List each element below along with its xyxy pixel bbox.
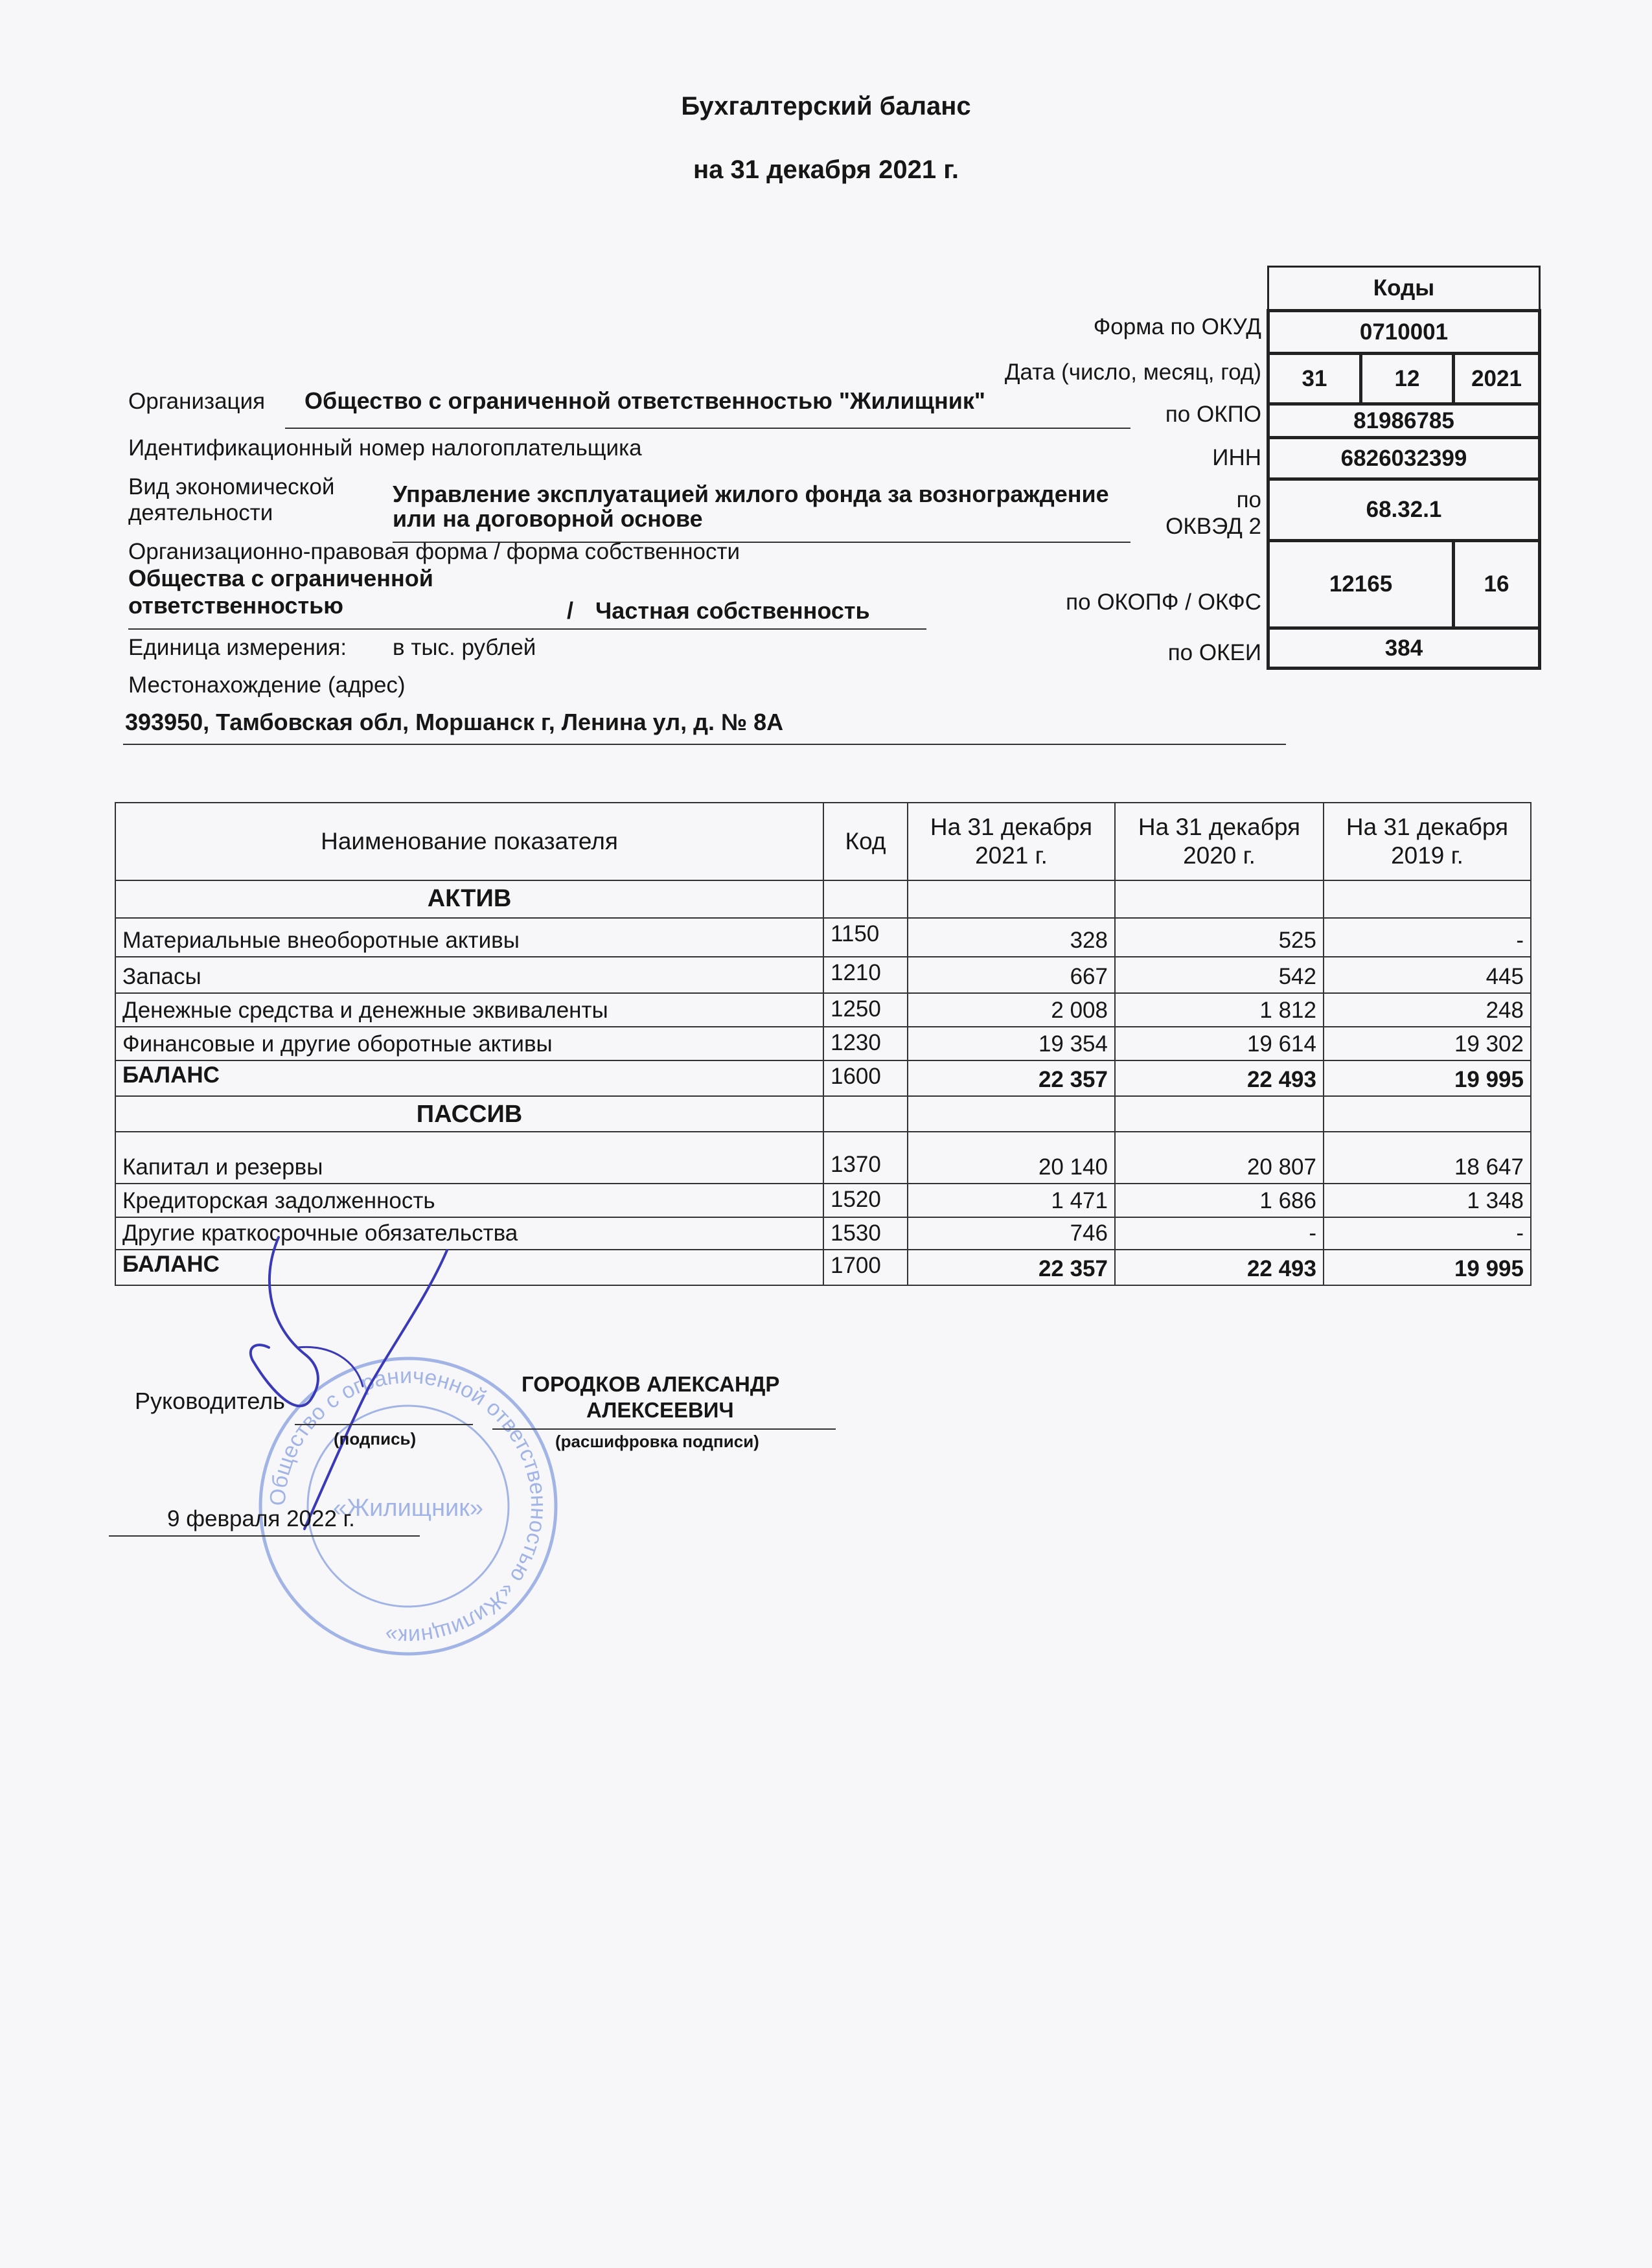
- header-2020: На 31 декабря 2020 г.: [1115, 803, 1324, 880]
- inn-description: Идентификационный номер налогоплательщика: [128, 435, 642, 461]
- document-title: Бухгалтерский баланс: [681, 92, 971, 120]
- svg-text:Общество с ограниченной ответс: Общество с ограниченной ответственностью «Жилищник»: [265, 1363, 551, 1649]
- org-name: Общество с ограниченной ответственностью "Жилищник": [304, 387, 985, 414]
- balance-table: [115, 802, 1532, 1286]
- date-month: 12: [1361, 354, 1454, 404]
- form-label: Организационно-правовая форма / форма собственности: [128, 539, 740, 564]
- header-code: Код: [823, 803, 908, 880]
- form-line-2: ответственностью: [128, 592, 343, 619]
- inn-label: ИНН: [1212, 445, 1261, 470]
- activity-label-1: Вид экономической: [128, 474, 335, 499]
- passiv-heading: ПАССИВ: [115, 1096, 823, 1132]
- codes-header: Коды: [1268, 267, 1540, 311]
- unit-label: Единица измерения:: [128, 635, 347, 660]
- signature-date: 9 февраля 2022 г.: [167, 1506, 355, 1531]
- table-row: Материальные внеоборотные активы 1150 328 525 -: [115, 918, 1531, 957]
- date-day: 31: [1268, 354, 1361, 404]
- document-subtitle: на 31 декабря 2021 г.: [693, 155, 959, 184]
- aktiv-total-row: БАЛАНС 1600 22 357 22 493 19 995: [115, 1060, 1531, 1096]
- okopf-value: 12165: [1268, 541, 1454, 628]
- address-value: 393950, Тамбовская обл, Моршанск г, Ленина ул, д. № 8А: [125, 709, 784, 735]
- ownership: Частная собственность: [595, 597, 870, 624]
- table-header-row: [115, 803, 1531, 880]
- form-separator: /: [567, 597, 574, 624]
- signer-name-1: ГОРОДКОВ АЛЕКСАНДР: [522, 1372, 780, 1396]
- inn-value: 6826032399: [1268, 438, 1540, 479]
- table-row: Денежные средства и денежные эквиваленты 1250 2 008 1 812 248: [115, 993, 1531, 1027]
- table-row: Финансовые и другие оборотные активы 1230 19 354 19 614 19 302: [115, 1027, 1531, 1060]
- okei-label: по ОКЕИ: [1167, 640, 1261, 665]
- table-row: Другие краткосрочные обязательства 1530 746 - -: [115, 1217, 1531, 1250]
- activity-line-2: или на договорной основе: [393, 505, 703, 532]
- decode-caption: (расшифровка подписи): [555, 1432, 759, 1451]
- okved-label-1: по: [1236, 487, 1261, 512]
- signer-role: Руководитель: [135, 1388, 285, 1414]
- okpo-label: по ОКПО: [1165, 402, 1261, 427]
- codes-box: [1267, 266, 1541, 670]
- header-name: Наименование показателя: [115, 803, 823, 880]
- okud-value: 0710001: [1268, 311, 1540, 354]
- activity-label-2: деятельности: [128, 500, 273, 525]
- svg-text:«Жилищник»: «Жилищник»: [332, 1495, 484, 1522]
- header-2021: На 31 декабря 2021 г.: [908, 803, 1115, 880]
- okved-value: 68.32.1: [1268, 479, 1540, 541]
- aktiv-section: [115, 880, 1531, 1096]
- okved-label-2: ОКВЭД 2: [1165, 514, 1261, 539]
- org-label: Организация: [128, 389, 266, 414]
- signer-name-2: АЛЕКСЕЕВИЧ: [586, 1398, 734, 1422]
- address-label: Местонахождение (адрес): [128, 672, 406, 698]
- aktiv-heading: АКТИВ: [115, 880, 823, 918]
- passiv-total-row: БАЛАНС 1700 22 357 22 493 19 995: [115, 1250, 1531, 1285]
- okpo-value: 81986785: [1268, 404, 1540, 438]
- unit-value: в тыс. рублей: [393, 635, 536, 660]
- okfs-value: 16: [1454, 541, 1540, 628]
- table-row: Кредиторская задолженность 1520 1 471 1 686 1 348: [115, 1184, 1531, 1217]
- signature-caption: (подпись): [334, 1429, 417, 1449]
- date-year: 2021: [1454, 354, 1540, 404]
- okopf-label: по ОКОПФ / ОКФС: [1066, 590, 1261, 615]
- table-row: Запасы 1210 667 542 445: [115, 957, 1531, 993]
- table-row: Капитал и резервы 1370 20 140 20 807 18 647: [115, 1132, 1531, 1184]
- form-line-1: Общества с ограниченной: [128, 565, 433, 591]
- okud-label: Форма по ОКУД: [1093, 314, 1261, 339]
- date-label: Дата (число, месяц, год): [1004, 360, 1261, 385]
- activity-line-1: Управление эксплуатацией жилого фонда за вознограждение: [393, 481, 1109, 507]
- okei-value: 384: [1268, 628, 1540, 669]
- header-2019: На 31 декабря 2019 г.: [1324, 803, 1531, 880]
